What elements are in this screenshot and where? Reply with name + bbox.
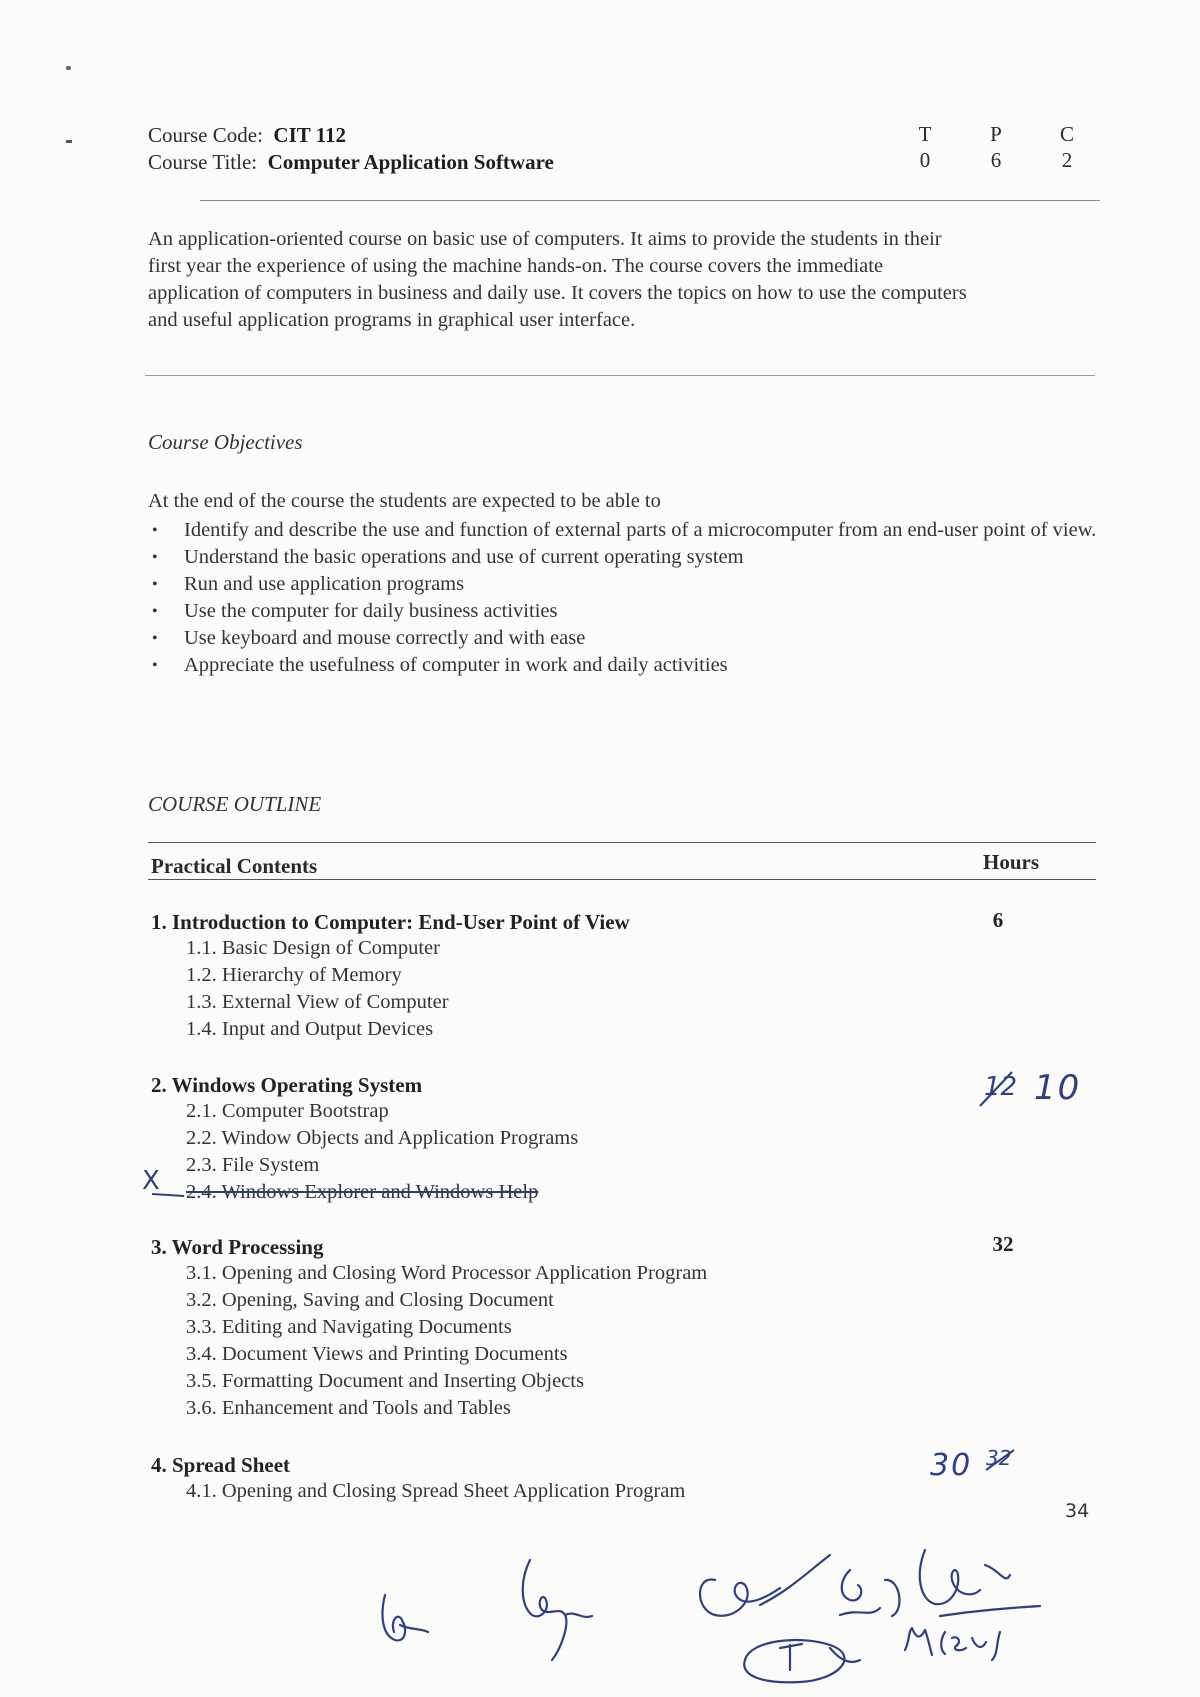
handwritten-hours-unit-4	[930, 1448, 1050, 1488]
col-hours: Hours	[983, 850, 1040, 874]
struck-hours-32: 32	[986, 1446, 1012, 1470]
unit-1-sub: 1.1. Basic Design of Computer	[186, 937, 440, 959]
unit-1-sub: 1.2. Hierarchy of Memory	[186, 964, 402, 986]
course-description	[148, 226, 1098, 334]
unit-3-sub: 3.2. Opening, Saving and Closing Document	[186, 1289, 554, 1311]
objective-item: • Appreciate the usefulness of computer in work and daily activities	[148, 652, 1108, 679]
unit-3-sub: 3.3. Editing and Navigating Documents	[186, 1316, 512, 1338]
tpc-header-t: T	[918, 122, 932, 146]
objectives-lead: At the end of the course the students are expected to be able to	[148, 490, 661, 512]
tpc-value-p: 6	[990, 148, 1002, 172]
scan-mark	[66, 66, 71, 70]
scan-mark	[66, 140, 72, 143]
objective-item: • Identify and describe the use and function of external parts of a microcomputer from an end-user point of view.	[148, 517, 1104, 544]
cross-mark: X	[142, 1166, 160, 1196]
table-header-rule	[148, 879, 1096, 880]
signature-3	[700, 1555, 830, 1616]
outline-heading: COURSE OUTLINE	[148, 792, 322, 816]
signature-1	[382, 1595, 428, 1640]
unit-4-title: 4. Spread Sheet	[151, 1453, 291, 1477]
objective-item: • Understand the basic operations and use of current operating system	[148, 544, 1108, 571]
description-line: and useful application programs in graphical user interface.	[148, 309, 636, 331]
tpc-header-p: P	[990, 122, 1002, 146]
tpc-value-t: 0	[919, 148, 931, 172]
new-hours-10: 10	[1034, 1068, 1082, 1108]
unit-3-title: 3. Word Processing	[151, 1235, 324, 1259]
struck-hours-12: 12	[984, 1072, 1018, 1102]
new-hours-30: 30	[930, 1448, 973, 1483]
unit-2-sub-struck: 2.4. Windows Explorer and Windows Help	[186, 1181, 539, 1203]
unit-3-sub: 3.5. Formatting Document and Inserting Objects	[186, 1370, 584, 1392]
handwritten-cross	[138, 1166, 188, 1204]
signature-2	[523, 1560, 592, 1660]
unit-2-sub: 2.2. Window Objects and Application Programs	[186, 1127, 579, 1149]
unit-2-sub: 2.3. File System	[186, 1154, 320, 1176]
description-line: first year the experience of using the machine hands-on. The course covers the immediate	[148, 255, 884, 277]
unit-2-sub: 2.1. Computer Bootstrap	[186, 1100, 389, 1122]
tpc-header-c: C	[1059, 122, 1074, 146]
divider	[145, 375, 1095, 376]
objectives-heading: Course Objectives	[148, 430, 303, 454]
handwritten-hours-unit-2	[978, 1066, 1108, 1114]
unit-1-title: 1. Introduction to Computer: End-User Point of View	[151, 910, 630, 934]
unit-3-sub: 3.4. Document Views and Printing Documents	[186, 1343, 568, 1365]
unit-1-sub: 1.3. External View of Computer	[186, 991, 449, 1013]
unit-4-sub: 4.1. Opening and Closing Spread Sheet Application Program	[186, 1480, 686, 1502]
page-number: 34	[1065, 1500, 1090, 1522]
signature-4	[840, 1570, 899, 1616]
unit-2-title: 2. Windows Operating System	[151, 1073, 423, 1097]
course-title	[148, 150, 554, 175]
signature-6	[905, 1628, 1000, 1660]
signatures	[360, 1520, 1120, 1697]
signature-5	[920, 1550, 1010, 1604]
unit-1-hours: 6	[992, 908, 1004, 932]
description-line: application of computers in business and daily use. It covers the topics on how to use the computers	[148, 282, 967, 304]
table-top-rule	[148, 842, 1096, 843]
course-code-label: Course Code:	[148, 123, 263, 147]
objective-item: • Use the computer for daily business activities	[148, 598, 1108, 625]
course-title-label: Course Title:	[148, 150, 258, 174]
course-title-value: Computer Application Software	[267, 150, 554, 174]
objectives-list	[148, 517, 1108, 679]
course-code-value: CIT 112	[273, 123, 346, 147]
tpc-value-c: 2	[1061, 148, 1073, 172]
objective-item: • Run and use application programs	[148, 571, 1108, 598]
signature-5-underline	[940, 1606, 1040, 1616]
col-practical-contents: Practical Contents	[151, 854, 318, 878]
description-line: An application-oriented course on basic use of computers. It aims to provide the students in their	[148, 228, 942, 250]
objective-item: • Use keyboard and mouse correctly and with ease	[148, 625, 1108, 652]
unit-3-sub: 3.6. Enhancement and Tools and Tables	[186, 1397, 511, 1419]
signature-7	[744, 1640, 860, 1682]
unit-1-sub: 1.4. Input and Output Devices	[186, 1018, 434, 1040]
divider	[200, 200, 1100, 201]
unit-3-hours: 32	[992, 1232, 1014, 1256]
unit-3-sub: 3.1. Opening and Closing Word Processor Application Program	[186, 1262, 708, 1284]
course-code	[148, 123, 346, 148]
